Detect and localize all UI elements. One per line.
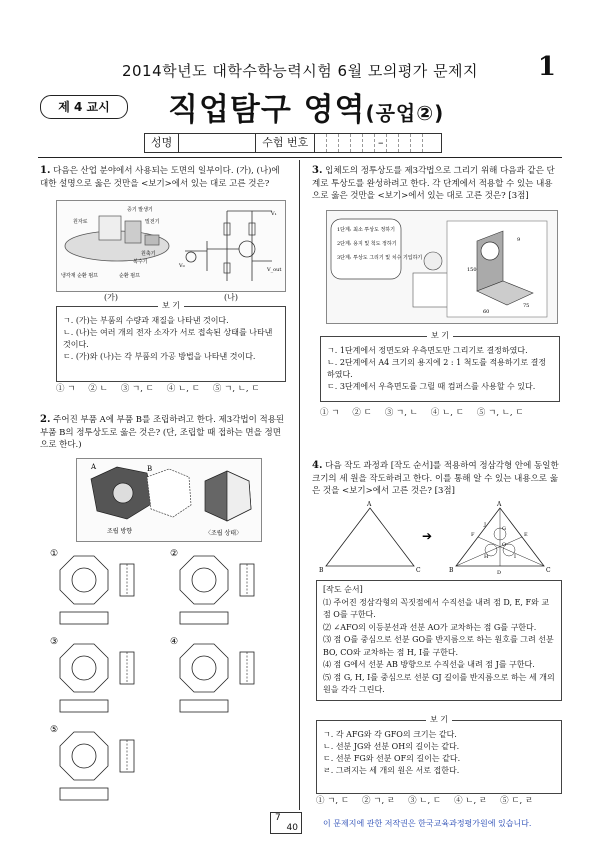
q3-bogi-item: ㄷ. 3단계에서 우측면도를 그릴 때 컴퍼스를 사용할 수 있다. <box>327 382 536 391</box>
q4-t2-e: E <box>524 532 528 538</box>
q4-t2-o: O <box>502 542 507 548</box>
q4-t1-c: C <box>416 567 421 574</box>
q1-text: 다음은 산업 분야에서 사용되는 도면의 일부이다. (가), (나)에 대한 설명으로 옳은 것만을 <보기>에서 있는 대로 고른 것은? <box>40 166 280 189</box>
q2-options-svg <box>50 548 290 810</box>
q4-step: ⑸ 점 G, H, I를 중심으로 선분 GJ 길이를 반지름으로 하는 세 개의 원을 각각 그린다. <box>323 672 555 694</box>
q2-option-label: ① <box>50 549 59 559</box>
q2-number: 2. <box>40 414 51 425</box>
q1-label-condenser: 복수기 <box>133 259 148 265</box>
q3-dim-60: 60 <box>483 309 490 315</box>
q4-number: 4. <box>312 460 323 471</box>
name-label: 성명 <box>145 134 179 152</box>
subject-sub: (공업②) <box>365 101 445 125</box>
q4-t2-i: I <box>514 554 516 560</box>
q4-t2-j: J <box>484 522 487 528</box>
q3-bubble-3: 3단계: 투상도 그리기 및 치수 기입하기 <box>337 255 423 261</box>
q2-top-view <box>60 612 108 624</box>
q4-bogi-title: 보 기 <box>426 715 452 724</box>
q2-text: 주어진 부품 A에 부품 B를 조립하려고 한다. 제3각법이 적용된 부품 B의 정투상도로 옳은 것은? (단, 조립할 때 접하는 면을 정면으로 한다.) <box>40 415 285 450</box>
q4-step: ⑷ 점 G에서 선분 AB 방향으로 수직선을 내려 점 J를 구한다. <box>323 660 535 669</box>
q1-label-turbine: 원축기 <box>141 251 156 257</box>
q2-options <box>50 548 290 810</box>
q1-label-circ-pump: 순환 펌프 <box>119 273 140 279</box>
q3-bogi-title: 보 기 <box>427 331 453 340</box>
q4-bogi-item: ㄱ. 각 AFG와 각 GFO의 크기는 같다. <box>323 730 457 739</box>
q4-bogi-item: ㄴ. 선분 JG와 선분 OH의 길이는 같다. <box>323 742 460 751</box>
q3-bogi-item: ㄴ. 2단계에서 A4 크기의 용지에 2 : 1 척도를 적용하기로 결정하였다. <box>327 358 547 379</box>
q4-bogi-item: ㄷ. 선분 FG와 선분 OF의 길이는 같다. <box>323 754 461 763</box>
q4-arrow: ➔ <box>422 529 433 543</box>
q4-diagram <box>316 500 562 576</box>
q2-diagram <box>77 459 261 541</box>
q2-front-view <box>60 644 108 692</box>
name-number-box <box>144 133 442 153</box>
q2-option-label: ③ <box>50 637 59 647</box>
q3-dim-9: 9 <box>517 237 521 243</box>
q2-option-1[interactable] <box>50 549 134 624</box>
q2-front-view <box>60 732 108 780</box>
q2-top-view <box>60 788 108 800</box>
q2-option-label: ④ <box>170 637 179 647</box>
q4-bogi-item: ㄹ. 그려지는 세 개의 원은 서로 접한다. <box>323 766 460 775</box>
exam-number-cell[interactable] <box>351 134 363 152</box>
q4-bogi-box <box>316 715 562 794</box>
q2-option-label: ② <box>170 549 179 559</box>
page-number: 1 <box>537 52 556 82</box>
q3-choice-2[interactable]: ② ㄷ <box>352 408 372 418</box>
q4-step: ⑴ 주어진 정삼각형의 꼭짓점에서 수직선을 내려 점 D, E, F와 교점 O를 구한다. <box>323 597 550 619</box>
q3-choice-4[interactable]: ④ ㄴ, ㄷ <box>430 408 464 418</box>
q1-choice-2[interactable]: ② ㄴ <box>88 384 108 394</box>
q4-choice-3[interactable]: ③ ㄴ, ㄷ <box>408 796 442 806</box>
subject-main: 직업탐구 영역 <box>168 92 366 128</box>
q3-dim-75: 75 <box>523 303 530 309</box>
q2-figure <box>76 458 262 542</box>
q3-bubble-2: 2단계: 용지 및 척도 정하기 <box>337 241 397 247</box>
q4-t1-b: B <box>319 567 324 574</box>
q2-option-4[interactable] <box>170 637 254 712</box>
question-3 <box>312 165 560 203</box>
q2-option-label: ⑤ <box>50 725 59 735</box>
q4-step: ⑶ 점 O를 중심으로 선분 GO를 반지름으로 하는 원호를 그려 선분 BO, CO와 교차하는 점 H, I를 구한다. <box>323 635 554 657</box>
q1-choices <box>56 382 260 394</box>
header-rule <box>38 157 562 158</box>
q2-option-5[interactable] <box>50 725 134 800</box>
q1-bogi-item: ㄴ. (나)는 여러 개의 전자 소자가 서로 접속된 상태를 나타낸 것이다. <box>63 328 273 349</box>
q4-t2-f: F <box>471 532 475 538</box>
q4-steps-title: [작도 순서] <box>323 585 363 594</box>
q3-number: 3. <box>312 165 323 176</box>
copyright-notice: 이 문제지에 관한 저작권은 한국교육과정평가원에 있습니다. <box>323 819 532 828</box>
q4-t2-a: A <box>497 501 502 508</box>
q3-figure <box>326 210 558 324</box>
q3-diagram <box>327 211 557 323</box>
q4-choice-4[interactable]: ④ ㄴ, ㄹ <box>454 796 488 806</box>
exam-number-label: 수험 번호 <box>256 134 315 152</box>
exam-number-cell[interactable] <box>423 134 434 152</box>
q4-choice-2[interactable]: ② ㄱ, ㄹ <box>362 796 396 806</box>
q1-choice-5[interactable]: ⑤ ㄱ, ㄴ, ㄷ <box>212 384 260 394</box>
q2-bore-circle <box>192 656 216 680</box>
q2-top-view <box>180 700 228 712</box>
name-field[interactable] <box>179 134 256 152</box>
q1-bogi-title: 보 기 <box>158 301 184 310</box>
q4-text: 다음 작도 과정과 [작도 순서]를 적용하여 정삼각형 안에 동일한 크기의 세 원을 작도하려고 한다. 이를 통해 알 수 있는 내용으로 옳은 것을 <보기>에서 고른 것은? [3점] <box>312 461 559 496</box>
q1-circuit-vout: V_out <box>267 267 282 273</box>
q4-figure <box>316 500 562 576</box>
q3-choices <box>320 406 524 418</box>
q4-choices <box>316 794 533 806</box>
q4-choice-1[interactable]: ① ㄱ, ㄷ <box>316 796 350 806</box>
q1-label-coolant-pump: 냉각재 순환 펌프 <box>61 273 98 279</box>
column-divider <box>299 160 300 810</box>
q4-t2-h: H <box>484 554 489 560</box>
page-total: 40 <box>286 823 298 833</box>
q1-caption-a: (가) <box>104 293 118 302</box>
q1-label-steam-gen: 증기 발생기 <box>127 207 153 213</box>
page-current: 7 <box>275 813 281 823</box>
q2-front-view <box>180 556 228 604</box>
q1-bogi-box <box>56 301 286 382</box>
q3-bogi-box <box>320 331 560 402</box>
q2-assembly-dir: 조립 방향 <box>107 528 133 535</box>
q2-option-3[interactable] <box>50 637 134 712</box>
q3-choice-5[interactable]: ⑤ ㄱ, ㄴ, ㄷ <box>476 408 524 418</box>
exam-number-cell[interactable] <box>327 134 339 152</box>
q4-t2-g: G <box>502 526 506 532</box>
q1-circuit-v0: V₀ <box>179 263 185 269</box>
q1-choice-3[interactable]: ③ ㄱ, ㄷ <box>120 384 154 394</box>
exam-number-cell[interactable] <box>399 134 411 152</box>
q4-t2-d: D <box>497 570 502 576</box>
q2-front-view <box>180 644 228 692</box>
q2-bore-circle <box>72 656 96 680</box>
q1-circuit-v1: V₁ <box>271 211 277 217</box>
q1-diagram <box>57 201 285 291</box>
q2-bore-circle <box>72 568 96 592</box>
question-4 <box>312 460 560 498</box>
q3-dim-150: 150 <box>467 267 477 273</box>
subject-title <box>168 84 444 129</box>
q1-figure <box>56 200 286 292</box>
q4-step: ⑵ ∠AFO의 이등분선과 선분 AO가 교차하는 점 G를 구한다. <box>323 622 537 632</box>
q1-choice-4[interactable]: ④ ㄴ, ㄷ <box>166 384 200 394</box>
q3-bogi-item: ㄱ. 1단계에서 정면도와 우측면도만 그리기로 결정하였다. <box>327 346 528 355</box>
page-fraction <box>270 812 302 834</box>
q1-caption-b: (나) <box>224 293 238 302</box>
exam-number-cell[interactable] <box>315 134 327 152</box>
q2-label-a: A <box>91 463 97 471</box>
q2-top-view <box>60 700 108 712</box>
q3-bubble-1: 1단계: 최소 투상도 정하기 <box>337 227 395 233</box>
exam-number-dash: – <box>375 134 387 152</box>
exam-number-cell[interactable] <box>411 134 423 152</box>
q2-top-view <box>180 612 228 624</box>
q3-choice-3[interactable]: ③ ㄱ, ㄴ <box>384 408 418 418</box>
exam-number-cell[interactable] <box>339 134 351 152</box>
q4-t2-b: B <box>449 567 454 574</box>
q1-bogi-item: ㄷ. (가)와 (나)는 각 부품의 가공 방법을 나타낸 것이다. <box>63 352 256 361</box>
question-2 <box>40 414 288 452</box>
q2-front-view <box>60 556 108 604</box>
q1-label-generator: 밀전기 <box>145 219 160 225</box>
exam-number-cell[interactable] <box>387 134 399 152</box>
q4-t1-a: A <box>367 501 372 508</box>
q2-bore-circle <box>192 568 216 592</box>
exam-title: 2014학년도 대학수학능력시험 6월 모의평가 문제지 <box>121 62 479 80</box>
session-badge: 제 4 교시 <box>40 95 128 119</box>
q2-option-2[interactable] <box>170 549 254 624</box>
q3-text: 입체도의 정투상도를 제3각법으로 그리기 위해 다음과 같은 단계로 투상도를 완성하려고 한다. 각 단계에서 적용할 수 있는 내용으로 옳은 것만을 <보기>에서 있는 대로 고른 것은? [3점] <box>312 166 555 201</box>
q1-label-reactor: 원자로 <box>73 219 88 225</box>
q4-steps-box <box>316 580 562 701</box>
q2-assembly-state: 〈조립 상태〉 <box>205 530 243 537</box>
q2-bore-circle <box>72 744 96 768</box>
q4-t2-c: C <box>546 567 551 574</box>
q4-choice-5[interactable]: ⑤ ㄷ, ㄹ <box>500 796 534 806</box>
q1-number: 1. <box>40 165 51 176</box>
q1-bogi-item: ㄱ. (가)는 부품의 수량과 재질을 나타낸 것이다. <box>63 316 229 325</box>
q1-choice-1[interactable]: ① ㄱ <box>56 384 76 394</box>
q3-choice-1[interactable]: ① ㄱ <box>320 408 340 418</box>
q2-label-b: B <box>147 465 153 473</box>
exam-number-cell[interactable] <box>363 134 375 152</box>
question-1 <box>40 165 288 190</box>
